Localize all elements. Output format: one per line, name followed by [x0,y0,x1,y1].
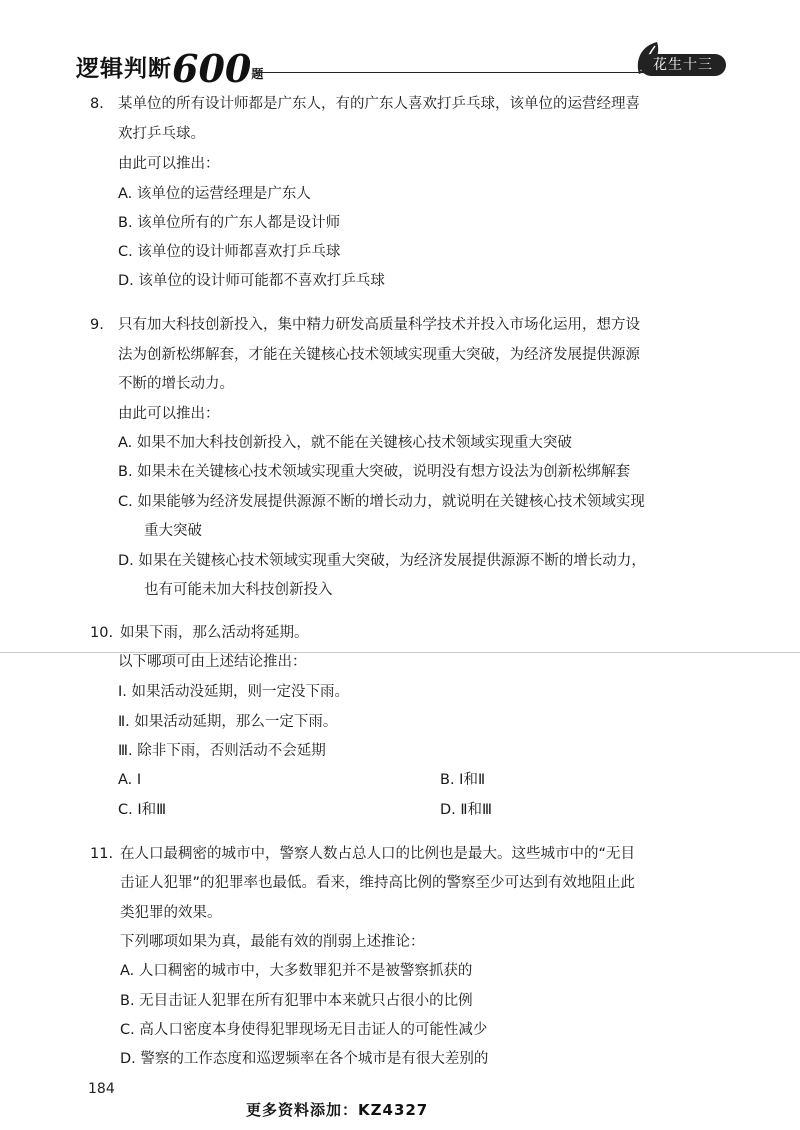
page-number: 184 [88,1081,115,1097]
question-10-stem-line-1: 如果下雨，那么活动将延期。 [120,625,309,641]
header-rule [256,72,651,73]
question-9-option-c-line-2: 重大突破 [144,523,202,539]
question-9-stem-line-1: 只有加大科技创新投入，集中精力研发高质量科学技术并投入市场化运用，想方设 [118,317,640,333]
question-9-stem-line-2: 法为创新松绑解套，才能在关键核心技术领域实现重大突破，为经济发展提供源源 [118,347,640,363]
question-8-number: 8. [90,96,104,112]
book-title-main: 逻辑判断 [76,56,172,82]
question-10-statement-3: Ⅲ. 除非下雨，否则活动不会延期 [118,743,326,759]
question-11-option-a: A. 人口稠密的城市中，大多数罪犯并不是被警察抓获的 [120,963,473,979]
question-10-number: 10. [90,625,114,641]
question-10-option-d: D. Ⅱ和Ⅲ [440,802,493,818]
question-10-statement-2: Ⅱ. 如果活动延期，那么一定下雨。 [118,714,338,730]
book-title-number: 600 [172,46,252,91]
question-8-stem-line-2: 欢打乒乓球。 [118,126,205,142]
question-11-prompt: 下列哪项如果为真，最能有效的削弱上述推论： [120,934,425,950]
question-9-option-d-line-2: 也有可能未加大科技创新投入 [144,582,333,598]
footer-note: 更多资料添加：KZ4327 [246,1101,429,1119]
question-10-prompt: 以下哪项可由上述结论推出： [118,654,307,670]
question-11-option-b: B. 无目击证人犯罪在所有犯罪中本来就只占很小的比例 [120,993,473,1009]
question-9-stem-line-3: 不断的增长动力。 [118,376,234,392]
question-11-stem-line-2: 击证人犯罪”的犯罪率也最低。看来，维持高比例的警察至少可达到有效地阻止此 [120,875,636,891]
question-11-option-d: D. 警察的工作态度和巡逻频率在各个城市是有很大差别的 [120,1051,489,1067]
book-title [76,46,264,91]
question-8-option-d: D. 该单位的设计师可能都不喜欢打乒乓球 [118,273,385,289]
question-11-stem-line-3: 类犯罪的效果。 [120,905,222,921]
question-10-option-c: C. Ⅰ和Ⅲ [118,802,167,818]
question-8-option-c: C. 该单位的设计师都喜欢打乒乓球 [118,244,341,260]
question-9-option-a: A. 如果不加大科技创新投入，就不能在关键核心技术领域实现重大突破 [118,435,572,451]
book-title-suffix: 题 [251,67,265,81]
brand-logo [631,46,726,76]
question-9-option-d-line-1: D. 如果在关键核心技术领域实现重大突破，为经济发展提供源源不断的增长动力， [118,553,646,569]
question-11-option-c: C. 高人口密度本身使得犯罪现场无目击证人的可能性减少 [120,1022,488,1038]
question-9-option-b: B. 如果未在关键核心技术领域实现重大突破，说明没有想方设法为创新松绑解套 [118,464,631,480]
question-11-stem-line-1: 在人口最稠密的城市中，警察人数占总人口的比例也是最大。这些城市中的“无目 [120,846,636,862]
brand-name: 花生十三 [640,54,726,76]
question-10-option-a: A. Ⅰ [118,772,142,788]
question-9-prompt: 由此可以推出： [118,406,220,422]
question-10-statement-1: Ⅰ. 如果活动没延期，则一定没下雨。 [118,684,349,700]
page-header [76,40,726,91]
question-11-number: 11. [90,846,114,862]
question-8-option-b: B. 该单位所有的广东人都是设计师 [118,215,341,231]
question-8-option-a: A. 该单位的运营经理是广东人 [118,186,311,202]
question-8-prompt: 由此可以推出： [118,156,220,172]
question-9-option-c-line-1: C. 如果能够为经济发展提供源源不断的增长动力，就说明在关键核心技术领域实现 [118,494,645,510]
question-9-number: 9. [90,317,104,333]
question-8-stem-line-1: 某单位的所有设计师都是广东人，有的广东人喜欢打乒乓球，该单位的运营经理喜 [118,96,640,112]
question-10-option-b: B. Ⅰ和Ⅱ [440,772,486,788]
